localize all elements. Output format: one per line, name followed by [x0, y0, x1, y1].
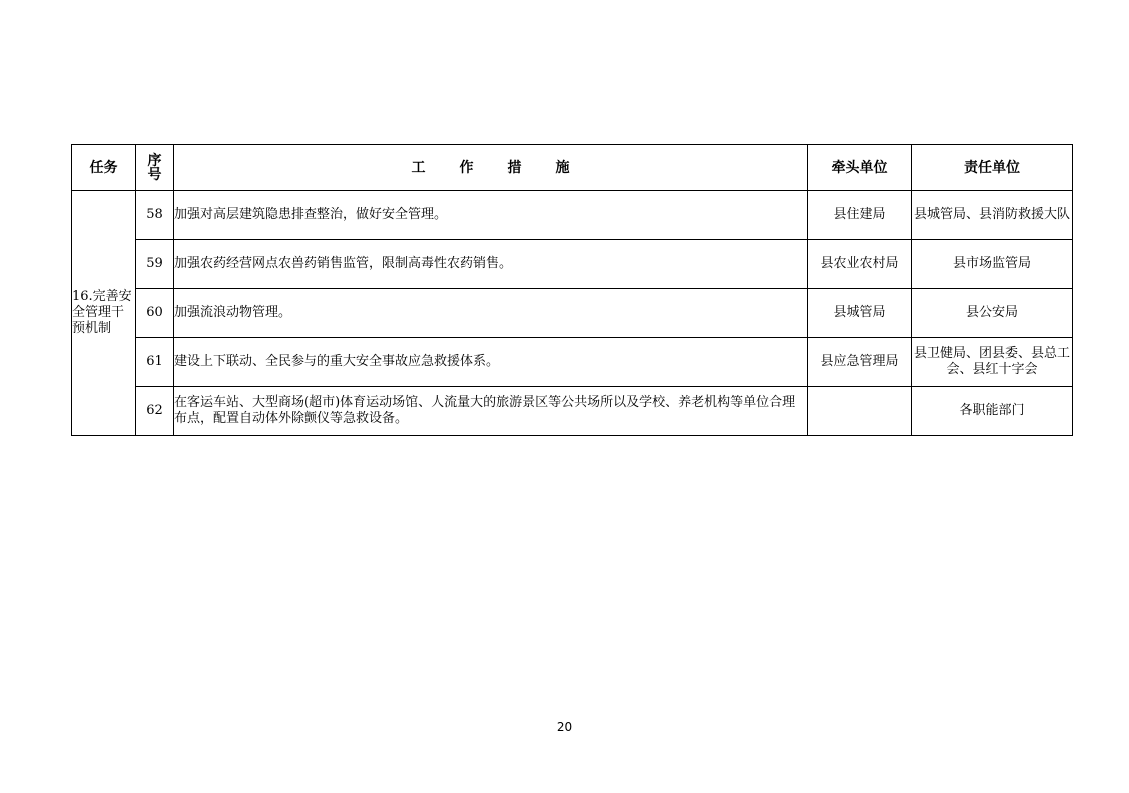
seq-cell: 60 — [136, 289, 174, 338]
header-seq-line-1: 序 — [147, 152, 162, 169]
table-row — [72, 387, 1073, 436]
header-row — [72, 145, 1073, 191]
header-measure-text: 工作措施 — [411, 159, 604, 176]
header-seq-line-2: 号 — [147, 166, 162, 183]
table-row — [72, 191, 1073, 240]
table-row — [72, 289, 1073, 338]
seq-cell: 58 — [136, 191, 174, 240]
header-responsible-unit: 责任单位 — [912, 145, 1073, 191]
responsible-unit-cell: 县公安局 — [912, 289, 1073, 338]
page-number: 20 — [556, 720, 573, 734]
responsible-unit-cell: 县卫健局、团县委、县总工会、县红十字会 — [912, 338, 1073, 387]
measure-cell: 建设上下联动、全民参与的重大安全事故应急救援体系。 — [174, 338, 808, 387]
responsible-unit-cell: 各职能部门 — [912, 387, 1073, 436]
measure-cell: 在客运车站、大型商场(超市)体育运动场馆、人流量大的旅游景区等公共场所以及学校、养老机构等单位合理布点，配置自动体外除颤仪等急救设备。 — [174, 387, 808, 436]
task-cell: 16.完善安全管理干预机制 — [72, 191, 136, 436]
measure-cell: 加强农药经营网点农兽药销售监管，限制高毒性农药销售。 — [174, 240, 808, 289]
seq-cell: 61 — [136, 338, 174, 387]
seq-cell: 62 — [136, 387, 174, 436]
responsible-unit-cell: 县市场监管局 — [912, 240, 1073, 289]
table-row — [72, 240, 1073, 289]
table-row — [72, 338, 1073, 387]
measure-cell: 加强流浪动物管理。 — [174, 289, 808, 338]
lead-unit-cell: 县农业农村局 — [808, 240, 912, 289]
measures-table — [71, 144, 1073, 436]
lead-unit-cell — [808, 387, 912, 436]
lead-unit-cell: 县住建局 — [808, 191, 912, 240]
lead-unit-cell: 县城管局 — [808, 289, 912, 338]
lead-unit-cell: 县应急管理局 — [808, 338, 912, 387]
header-lead-unit: 牵头单位 — [808, 145, 912, 191]
header-task: 任务 — [72, 145, 136, 191]
header-measure — [174, 145, 808, 191]
seq-cell: 59 — [136, 240, 174, 289]
responsible-unit-cell: 县城管局、县消防救援大队 — [912, 191, 1073, 240]
header-seq — [136, 145, 174, 191]
measure-cell: 加强对高层建筑隐患排查整治，做好安全管理。 — [174, 191, 808, 240]
